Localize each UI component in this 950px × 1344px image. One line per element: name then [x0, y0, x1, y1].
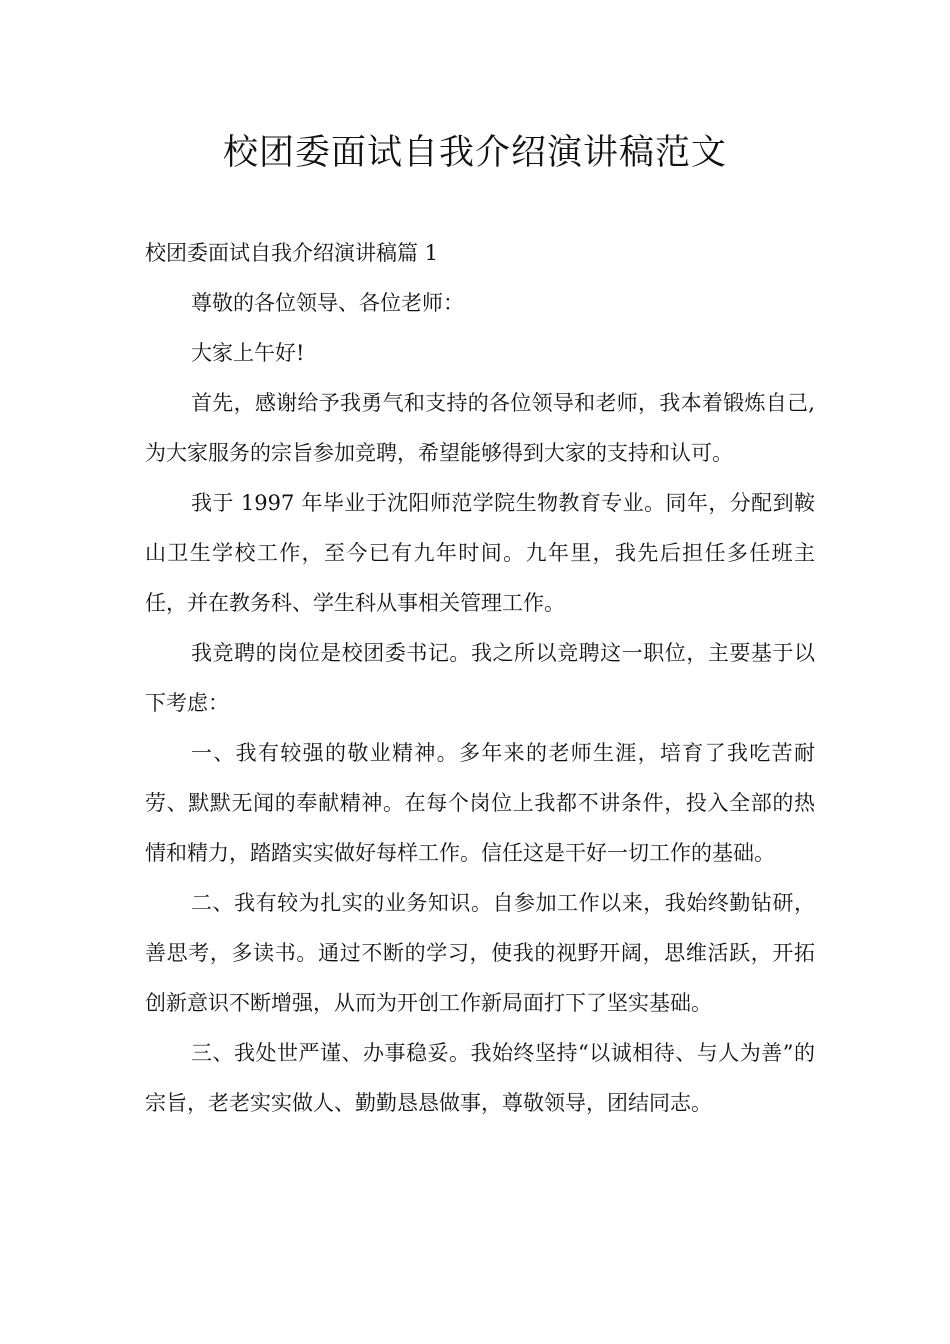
paragraph-thanks: 首先，感谢给予我勇气和支持的各位领导和老师，我本着锻炼自己,为大家服务的宗旨参加竞聘，希望能够得到大家的支持和认可。: [145, 391, 815, 465]
document-body: [145, 228, 815, 1128]
paragraph-point-two: 二、我有较为扎实的业务知识。自参加工作以来，我始终勤钻研，善思考，多读书。通过不断的学习，使我的视野开阔，思维活跃，开拓创新意识不断增强，从而为开创工作新局面打下了坚实基础。: [145, 891, 815, 1015]
paragraph-position: 我竞聘的岗位是校团委书记。我之所以竞聘这一职位，主要基于以下考虑：: [145, 641, 815, 715]
paragraph-background: 我于 1997 年毕业于沈阳师范学院生物教育专业。同年，分配到鞍山卫生学校工作，至今已有九年时间。九年里，我先后担任多任班主任，并在教务科、学生科从事相关管理工作。: [145, 491, 815, 615]
paragraph-salutation: 尊敬的各位领导、各位老师：: [191, 291, 464, 315]
paragraph-point-three: 三、我处世严谨、办事稳妥。我始终坚持“以诚相待、与人为善”的宗旨，老老实实做人、勤勤恳恳做事，尊敬领导，团结同志。: [145, 1041, 815, 1115]
section-heading: 校团委面试自我介绍演讲稿篇 1: [145, 241, 439, 265]
document-title: 校团委面试自我介绍演讲稿范文: [222, 133, 727, 173]
paragraph-greeting: 大家上午好!: [191, 341, 305, 365]
paragraph-point-one: 一、我有较强的敬业精神。多年来的老师生涯，培育了我吃苦耐劳、默默无闻的奉献精神。在每个岗位上我都不讲条件，投入全部的热情和精力，踏踏实实做好每样工作。信任这是干好一切工作的基础。: [145, 741, 815, 865]
